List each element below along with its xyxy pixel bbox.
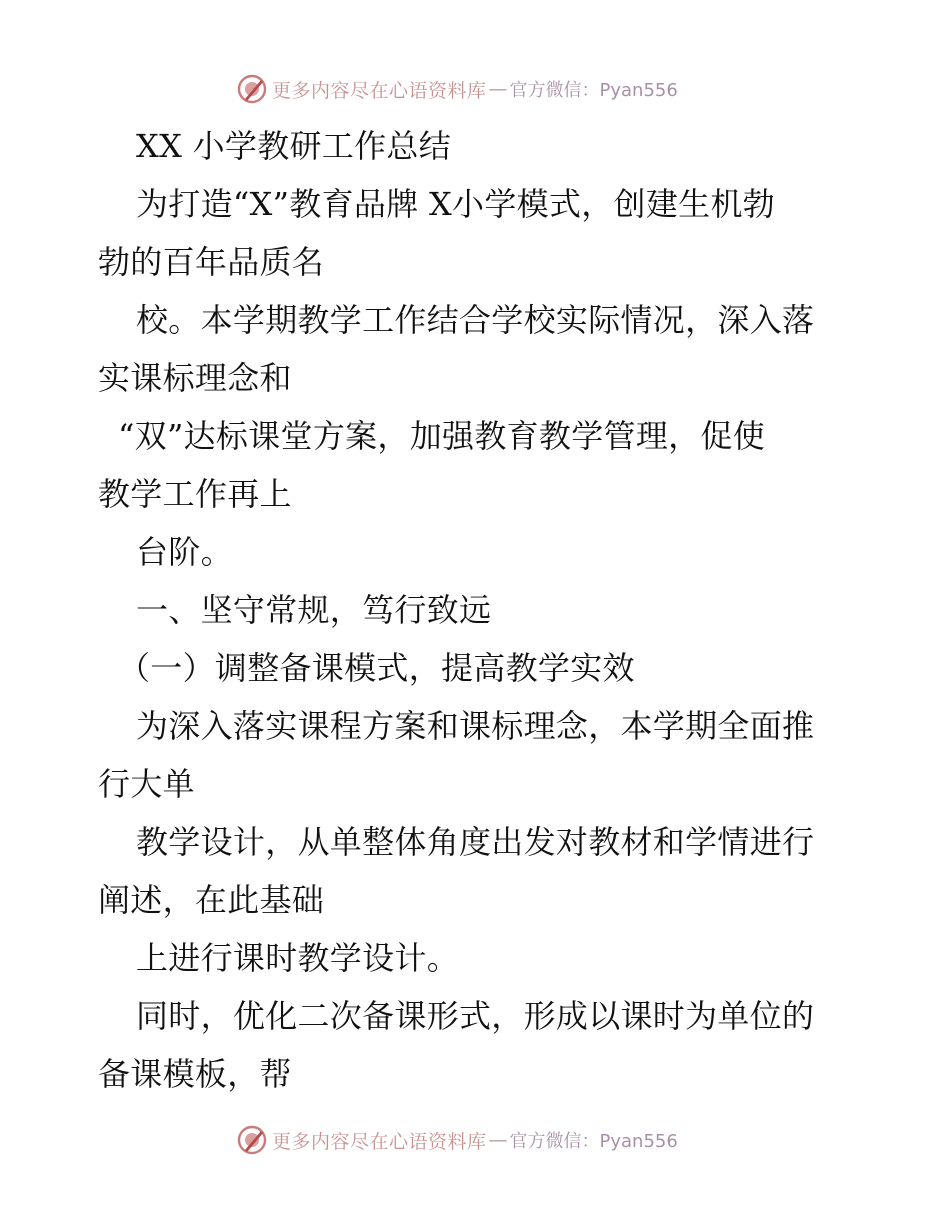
header-watermark	[236, 72, 678, 106]
subsection-heading: （一）调整备课模式，提高教学实效	[118, 649, 635, 687]
paragraph-line: 勃的百年品质名	[98, 243, 325, 281]
paragraph-line: 备课模板，帮	[98, 1055, 292, 1093]
section-heading: 一、坚守常规，笃行致远	[136, 591, 492, 629]
watermark-dash: —	[488, 78, 508, 100]
paragraph-line: 教学设计，从单整体角度出发对教材和学情进行	[136, 823, 815, 861]
watermark-text: 更多内容尽在心语资料库	[272, 79, 487, 102]
watermark-wechat: 官方微信：Pyan556	[509, 1131, 678, 1152]
pen-logo-icon	[236, 1124, 268, 1156]
paragraph-line: 为打造“X”教育品牌 X小学模式，创建生机勃	[136, 185, 776, 223]
paragraph-line: 上进行课时教学设计。	[136, 939, 460, 977]
watermark-wechat: 官方微信：Pyan556	[509, 80, 678, 101]
document-title: XX 小学教研工作总结	[136, 127, 452, 165]
footer-watermark	[236, 1123, 678, 1157]
paragraph-line: “双”达标课堂方案，加强教育教学管理，促使	[118, 417, 766, 455]
paragraph-line: 为深入落实课程方案和课标理念，本学期全面推	[136, 707, 815, 745]
watermark-dash: —	[488, 1129, 508, 1151]
paragraph-line: 同时，优化二次备课形式，形成以课时为单位的	[136, 997, 815, 1035]
paragraph-line: 实课标理念和	[98, 359, 292, 397]
paragraph-line: 教学工作再上	[98, 475, 292, 513]
paragraph-line: 阐述，在此基础	[98, 881, 325, 919]
paragraph-line: 校。本学期教学工作结合学校实际情况，深入落	[136, 301, 815, 339]
paragraph-line: 行大单	[98, 765, 195, 803]
watermark-text: 更多内容尽在心语资料库	[272, 1130, 487, 1153]
pen-logo-icon	[236, 73, 268, 105]
paragraph-line: 台阶。	[136, 533, 233, 571]
document-body	[98, 117, 858, 1103]
